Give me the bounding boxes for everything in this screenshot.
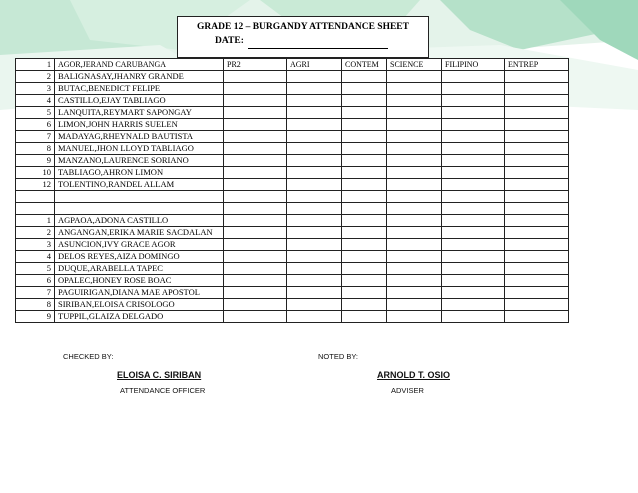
checker-title: ATTENDANCE OFFICER [120,386,206,395]
attendance-cell [342,167,387,179]
attendance-cell [387,131,442,143]
row-number: 7 [16,131,55,143]
student-name: MADAYAG,RHEYNALD BAUTISTA [55,131,224,143]
attendance-cell [505,299,569,311]
row-number: 1 [16,215,55,227]
row-number: 3 [16,239,55,251]
checked-by-label: CHECKED BY: [63,352,114,361]
row-number: 2 [16,227,55,239]
attendance-cell [442,215,505,227]
empty-cell [342,203,387,215]
attendance-cell [342,95,387,107]
attendance-cell [287,119,342,131]
empty-cell [16,203,55,215]
attendance-cell [442,119,505,131]
student-name: SIRIBAN,ELOISA CRISOLOGO [55,299,224,311]
attendance-cell [387,227,442,239]
column-header: CONTEM [342,59,387,71]
student-name: DUQUE,ARABELLA TAPEC [55,263,224,275]
attendance-cell [287,275,342,287]
attendance-cell [224,251,287,263]
attendance-cell [342,263,387,275]
attendance-cell [387,239,442,251]
attendance-cell [505,95,569,107]
attendance-cell [442,131,505,143]
attendance-cell [342,215,387,227]
attendance-cell [387,179,442,191]
attendance-cell [505,251,569,263]
attendance-cell [442,239,505,251]
row-number: 4 [16,251,55,263]
attendance-cell [505,263,569,275]
table-row [16,155,569,167]
empty-cell [387,203,442,215]
table-row [16,215,569,227]
row-number: 9 [16,311,55,323]
table-row [16,299,569,311]
attendance-cell [387,287,442,299]
attendance-cell [387,95,442,107]
attendance-cell [505,83,569,95]
attendance-cell [224,107,287,119]
attendance-cell [224,239,287,251]
attendance-cell [387,311,442,323]
attendance-cell [224,179,287,191]
attendance-cell [287,311,342,323]
attendance-cell [387,119,442,131]
checker-name: ELOISA C. SIRIBAN [117,370,202,380]
attendance-cell [342,239,387,251]
table-row [16,119,569,131]
row-number: 10 [16,167,55,179]
title-box [177,16,429,58]
attendance-cell [287,95,342,107]
column-header: PR2 [224,59,287,71]
attendance-cell [442,263,505,275]
attendance-cell [224,227,287,239]
attendance-cell [387,275,442,287]
row-number: 9 [16,155,55,167]
column-header: AGRI [287,59,342,71]
student-name: TUPPIL,GLAIZA DELGADO [55,311,224,323]
attendance-cell [287,83,342,95]
empty-cell [442,191,505,203]
attendance-cell [287,143,342,155]
table-row [16,71,569,83]
noter-title: ADVISER [391,386,424,395]
attendance-cell [442,275,505,287]
table-row [16,143,569,155]
attendance-cell [287,179,342,191]
empty-cell [287,203,342,215]
empty-cell [224,191,287,203]
student-name: BUTAC,BENEDICT FELIPE [55,83,224,95]
attendance-cell [505,107,569,119]
attendance-cell [505,179,569,191]
row-number: 1 [16,59,55,71]
attendance-cell [387,107,442,119]
blank-row [16,203,569,215]
row-number: 12 [16,179,55,191]
attendance-cell [342,311,387,323]
table-row [16,263,569,275]
attendance-cell [224,131,287,143]
attendance-cell [287,251,342,263]
attendance-cell [505,287,569,299]
date-label: DATE: [215,36,244,46]
table-row [16,107,569,119]
blank-row [16,191,569,203]
attendance-cell [342,155,387,167]
empty-cell [442,203,505,215]
attendance-cell [442,71,505,83]
table-row [16,95,569,107]
attendance-cell [224,287,287,299]
attendance-cell [287,167,342,179]
row-number: 5 [16,263,55,275]
empty-cell [287,191,342,203]
student-name: MANZANO,LAURENCE SORIANO [55,155,224,167]
date-blank-line [248,48,388,49]
table-row [16,179,569,191]
student-name: AGPAOA,ADONA CASTILLO [55,215,224,227]
attendance-cell [342,119,387,131]
attendance-cell [287,239,342,251]
noted-by-label: NOTED BY: [318,352,359,361]
student-name: ANGANGAN,ERIKA MARIE SACDALAN [55,227,224,239]
attendance-cell [287,155,342,167]
empty-cell [55,203,224,215]
attendance-cell [387,299,442,311]
attendance-cell [505,143,569,155]
attendance-cell [287,263,342,275]
attendance-cell [342,275,387,287]
attendance-cell [342,251,387,263]
attendance-cell [387,143,442,155]
attendance-cell [224,311,287,323]
column-header: ENTREP [505,59,569,71]
empty-cell [387,191,442,203]
table-header-row [16,59,569,71]
attendance-cell [387,167,442,179]
attendance-cell [505,71,569,83]
attendance-cell [224,119,287,131]
attendance-cell [287,299,342,311]
empty-cell [505,203,569,215]
empty-cell [224,203,287,215]
attendance-table [15,58,569,323]
attendance-cell [442,251,505,263]
column-header: SCIENCE [387,59,442,71]
attendance-cell [224,83,287,95]
table-row [16,251,569,263]
attendance-cell [442,311,505,323]
student-name: PAGUIRIGAN,DIANA MAE APOSTOL [55,287,224,299]
attendance-cell [287,215,342,227]
table-row [16,83,569,95]
row-number: 5 [16,107,55,119]
attendance-cell [342,107,387,119]
attendance-cell [224,155,287,167]
empty-cell [342,191,387,203]
attendance-cell [442,107,505,119]
attendance-cell [442,143,505,155]
attendance-cell [224,95,287,107]
attendance-cell [442,83,505,95]
attendance-cell [342,131,387,143]
student-name: TOLENTINO,RANDEL ALLAM [55,179,224,191]
attendance-cell [505,131,569,143]
attendance-cell [387,263,442,275]
attendance-cell [442,227,505,239]
attendance-cell [342,227,387,239]
attendance-cell [387,83,442,95]
attendance-cell [287,71,342,83]
attendance-cell [505,227,569,239]
row-number: 3 [16,83,55,95]
attendance-cell [505,311,569,323]
attendance-cell [342,83,387,95]
student-name: MANUEL,JHON LLOYD TABLIAGO [55,143,224,155]
table-row [16,311,569,323]
table-row [16,131,569,143]
student-name: AGOR,JERAND CARUBANGA [55,59,224,71]
student-name: BALIGNASAY,JHANRY GRANDE [55,71,224,83]
attendance-cell [505,155,569,167]
student-name: ASUNCION,IVY GRACE AGOR [55,239,224,251]
attendance-cell [224,299,287,311]
attendance-cell [387,71,442,83]
student-name: OPALEC,HONEY ROSE BOAC [55,275,224,287]
attendance-cell [505,239,569,251]
attendance-cell [442,155,505,167]
sheet-title: GRADE 12 – BURGANDY ATTENDANCE SHEET [197,22,409,32]
row-number: 2 [16,71,55,83]
attendance-cell [442,179,505,191]
attendance-cell [505,167,569,179]
table-row [16,239,569,251]
attendance-cell [442,167,505,179]
attendance-cell [287,227,342,239]
student-name: TABLIAGO,AHRON LIMON [55,167,224,179]
student-name: DELOS REYES,AIZA DOMINGO [55,251,224,263]
attendance-cell [287,131,342,143]
student-name: CASTILLO,EJAY TABLIAGO [55,95,224,107]
empty-cell [505,191,569,203]
empty-cell [55,191,224,203]
attendance-cell [342,287,387,299]
attendance-cell [505,275,569,287]
table-row [16,227,569,239]
row-number: 8 [16,299,55,311]
row-number: 4 [16,95,55,107]
attendance-cell [342,299,387,311]
attendance-cell [505,119,569,131]
attendance-cell [224,143,287,155]
attendance-cell [224,215,287,227]
empty-cell [16,191,55,203]
attendance-cell [287,107,342,119]
row-number: 8 [16,143,55,155]
table-row [16,275,569,287]
attendance-cell [342,71,387,83]
attendance-cell [442,95,505,107]
attendance-cell [224,71,287,83]
row-number: 6 [16,275,55,287]
attendance-cell [224,275,287,287]
column-header: FILIPINO [442,59,505,71]
attendance-cell [442,299,505,311]
attendance-cell [224,263,287,275]
attendance-cell [505,215,569,227]
row-number: 7 [16,287,55,299]
row-number: 6 [16,119,55,131]
student-name: LANQUITA,REYMART SAPONGAY [55,107,224,119]
student-name: LIMON,JOHN HARRIS SUELEN [55,119,224,131]
attendance-cell [387,251,442,263]
attendance-cell [287,287,342,299]
attendance-cell [342,143,387,155]
table-row [16,167,569,179]
noter-name: ARNOLD T. OSIO [377,370,451,380]
attendance-cell [224,167,287,179]
attendance-cell [387,155,442,167]
table-row [16,287,569,299]
attendance-cell [442,287,505,299]
attendance-cell [342,179,387,191]
attendance-cell [387,215,442,227]
